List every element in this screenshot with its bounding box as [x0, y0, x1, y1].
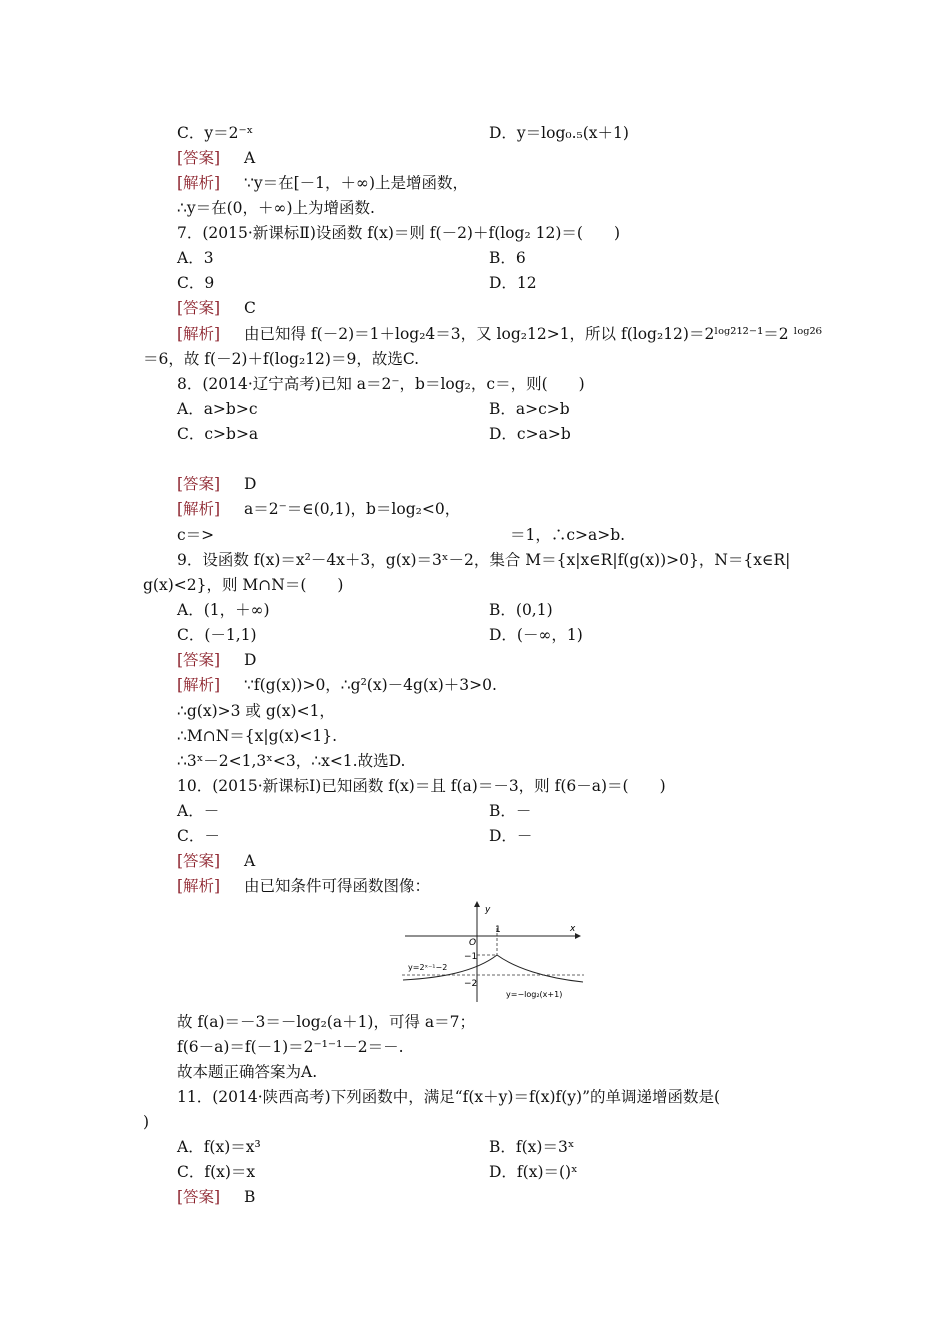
answer-label: [答案] — [177, 1188, 221, 1206]
q7-option-d: D．12 — [489, 274, 537, 292]
q7-analysis-line-2: ＝6，故 f(－2)＋f(log₂12)＝9，故选C. — [143, 350, 420, 368]
q11-option-d: D．f(x)＝()ˣ — [489, 1163, 578, 1181]
q10-stem: 10．(2015·新课标Ⅰ)已知函数 f(x)＝且 f(a)＝－3，则 f(6－a)＝( ) — [177, 777, 666, 795]
answer-label: [答案] — [177, 299, 221, 317]
q8-analysis-line-2a: c＝> — [177, 526, 215, 544]
x-axis-arrow-icon — [575, 933, 581, 939]
left-curve-label: y=2ˣ⁻¹−2 — [408, 963, 448, 972]
analysis-label: [解析] — [177, 325, 221, 343]
right-curve-label: y=−log₂(x+1) — [506, 990, 563, 999]
tick-label-one: 1 — [495, 925, 501, 935]
q8-option-c: C．c>b>a — [177, 425, 259, 443]
answer-label: [答案] — [177, 149, 221, 167]
q9-analysis-line-4: ∴3ˣ－2<1,3ˣ<3，∴x<1.故选D. — [177, 752, 406, 770]
q10-analysis-line-2: 故 f(a)＝－3＝－log₂(a＋1)，可得 a＝7； — [177, 1013, 476, 1031]
q11-option-c: C．f(x)＝x — [177, 1163, 256, 1181]
answer-label: [答案] — [177, 852, 221, 870]
q9-stem-line-2: g(x)<2}，则 M∩N＝( ) — [143, 576, 344, 594]
q11-stem-line-1: 11．(2014·陕西高考)下列函数中，满足“f(x＋y)＝f(x)f(y)”的单调递增函数是( — [177, 1088, 721, 1106]
answer-label: [答案] — [177, 651, 221, 669]
q8-analysis-line-1: a＝2⁻＝∈(0,1)，b＝log₂<0， — [244, 500, 461, 518]
q9-analysis-line-2: ∴g(x)>3 或 g(x)<1， — [177, 702, 335, 720]
q6-answer: A — [244, 149, 256, 167]
origin-label: O — [469, 938, 477, 948]
q10-answer: A — [244, 852, 256, 870]
q9-option-b: B．(0,1) — [489, 601, 553, 619]
q8-option-a: A．a>b>c — [177, 400, 258, 418]
q7-option-a: A．3 — [177, 249, 214, 267]
q7-stem: 7．(2015·新课标Ⅱ)设函数 f(x)＝则 f(－2)＋f(log₂ 12)＝( ) — [177, 224, 620, 242]
q9-analysis-line-3: ∴M∩N＝{x|g(x)<1}. — [177, 727, 338, 745]
q11-answer: B — [244, 1188, 256, 1206]
q11-option-b: B．f(x)＝3ˣ — [489, 1138, 575, 1156]
q10-option-b: B．－ — [489, 802, 532, 820]
q7-analysis-line-1: 由已知得 f(－2)＝1＋log₂4＝3，又 log₂12>1，所以 f(log₂12)＝2ˡᵒᵍ²¹²⁻¹＝2 ˡᵒᵍ²⁶ — [244, 325, 822, 343]
q9-analysis-line-1: ∵f(g(x))>0，∴g²(x)－4g(x)＋3>0. — [244, 676, 497, 694]
q7-option-b: B．6 — [489, 249, 526, 267]
function-graph-figure — [400, 898, 590, 1004]
analysis-label: [解析] — [177, 500, 221, 518]
analysis-label: [解析] — [177, 877, 221, 895]
q7-option-c: C．9 — [177, 274, 215, 292]
q6-analysis-line-2: ∴y＝在(0，＋∞)上为增函数. — [177, 199, 375, 217]
right-curve — [497, 955, 583, 982]
q8-option-b: B．a>c>b — [489, 400, 570, 418]
q11-option-a: A．f(x)＝x³ — [177, 1138, 261, 1156]
q6-analysis-line-1: ∵y＝在[－1，＋∞)上是增函数， — [244, 174, 468, 192]
tick-label-neg-one: −1 — [464, 952, 478, 962]
q11-stem-line-2: ) — [143, 1113, 150, 1131]
q10-analysis-line-3: f(6－a)＝f(－1)＝2⁻¹⁻¹－2＝－. — [177, 1038, 404, 1056]
q10-analysis-line-4: 故本题正确答案为A. — [177, 1063, 318, 1081]
q9-option-c: C．(－1,1) — [177, 626, 257, 644]
q9-option-d: D．(－∞，1) — [489, 626, 583, 644]
q8-answer: D — [244, 475, 257, 493]
y-axis-label: y — [485, 905, 491, 915]
q6-option-d: D．y＝log₀.₅(x＋1) — [489, 124, 629, 142]
q10-option-a: A．－ — [177, 802, 220, 820]
q7-answer: C — [244, 299, 256, 317]
q10-option-d: D．－ — [489, 827, 533, 845]
analysis-label: [解析] — [177, 174, 221, 192]
q8-stem: 8．(2014·辽宁高考)已知 a＝2⁻，b＝log₂，c＝，则( ) — [177, 375, 585, 393]
y-axis-arrow-icon — [474, 901, 480, 907]
q9-stem-line-1: 9．设函数 f(x)＝x²－4x＋3，g(x)＝3ˣ－2，集合 M＝{x|x∈R|f(g(x))>0}，N＝{x∈R| — [177, 551, 791, 569]
analysis-label: [解析] — [177, 676, 221, 694]
q6-option-c: C．y＝2⁻ˣ — [177, 124, 254, 142]
q10-analysis-line-1: 由已知条件可得函数图像： — [244, 877, 431, 895]
q9-option-a: A．(1，＋∞) — [177, 601, 270, 619]
x-axis-label: x — [570, 924, 576, 934]
q9-answer: D — [244, 651, 257, 669]
q8-option-d: D．c>a>b — [489, 425, 571, 443]
answer-label: [答案] — [177, 475, 221, 493]
q8-analysis-line-2b: ＝1，∴c>a>b. — [510, 526, 626, 544]
tick-label-neg-two: −2 — [464, 979, 478, 989]
q10-option-c: C．－ — [177, 827, 220, 845]
